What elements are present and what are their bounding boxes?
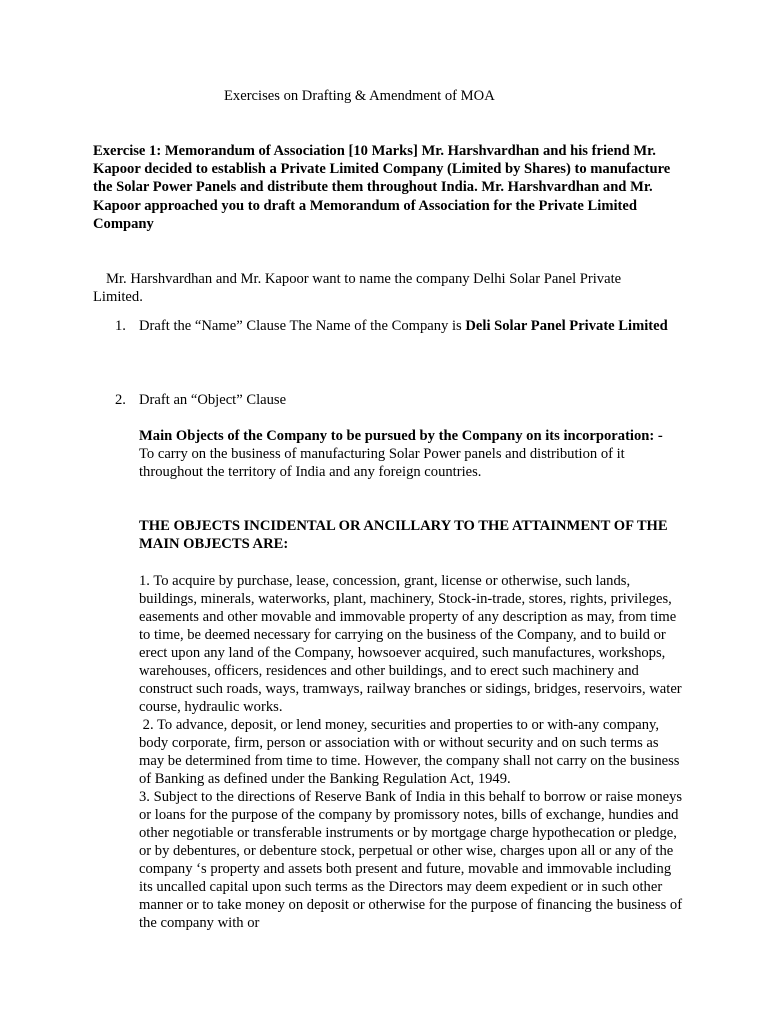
list-item-name-clause [115, 317, 675, 335]
exercise-heading: Exercise 1: Memorandum of Association [10 Marks] Mr. Harshvardhan and his friend Mr. Kapoor decided to establish a Private Limited Company (Limited by Shares) to manufacture the Solar Power Panels and distribute them throughout India. Mr. Harshvardhan and Mr. Kapoor approached you to draft a Memorandum of Association for the Private Limited Company [93, 143, 671, 232]
object-item: 3. Subject to the directions of Reserve Bank of India in this behalf to borrow or raise moneys or loans for the purpose of the company by promissory notes, bills of exchange, hundies and other negotiable or transferable instruments or by mortgage charge hypothecation or pledge, or by debentures, or debenture stock, perpetual or other wise, charges upon all or any of the company ‘s property and assets both present and future, movable and immovable including its uncalled capital upon such terms as the Directors may deem expedient or in such other manner or to take money on deposit or otherwise for the purpose of financing the business of the company with or [139, 789, 683, 931]
main-objects-heading: Main Objects of the Company to be pursued by the Company on its incorporation: - [139, 428, 663, 444]
company-name-bold: Deli Solar Panel Private Limited [465, 318, 668, 334]
incidental-objects-heading: THE OBJECTS INCIDENTAL OR ANCILLARY TO THE ATTAINMENT OF THE MAIN OBJECTS ARE: [139, 518, 668, 552]
document-title: Exercises on Drafting & Amendment of MOA [224, 88, 495, 104]
list-number: 2. [115, 392, 126, 408]
object-item: 1. To acquire by purchase, lease, concession, grant, license or otherwise, such lands, buildings, minerals, waterworks, plant, machinery, Stock-in-trade, stores, rights, privileges, easements and other movable and immovable property of any description as may, from time to time, be deemed necessary for carrying on the business of the Company, and to build or erect upon any land of the Company, howsoever acquired, such manufactures, workshops, warehouses, officers, residences and other buildings, and to erect such machinery and construct such roads, ways, tramways, railway branches or sidings, bridges, reservoirs, water course, hydraulic works. [139, 573, 682, 715]
main-objects-section [139, 427, 679, 481]
list-item-text: Draft the “Name” Clause The Name of the Company is [139, 318, 466, 334]
intro-paragraph: Mr. Harshvardhan and Mr. Kapoor want to name the company Delhi Solar Panel Private Limited. [93, 271, 622, 305]
main-objects-text: To carry on the business of manufacturing Solar Power panels and distribution of it throughout the territory of India and any foreign countries. [139, 446, 625, 480]
list-item-body [139, 317, 675, 335]
object-item: 2. To advance, deposit, or lend money, securities and properties to or with-any company, body corporate, firm, person or association with or without security and on such terms as may be determined from time to time. However, the company shall not carry on the business of Banking as defined under the Banking Regulation Act, 1949. [139, 717, 680, 787]
list-item-text: Draft an “Object” Clause [139, 392, 287, 408]
list-item-object-clause [115, 391, 675, 409]
incidental-objects-list [139, 572, 684, 932]
list-number: 1. [115, 318, 126, 334]
